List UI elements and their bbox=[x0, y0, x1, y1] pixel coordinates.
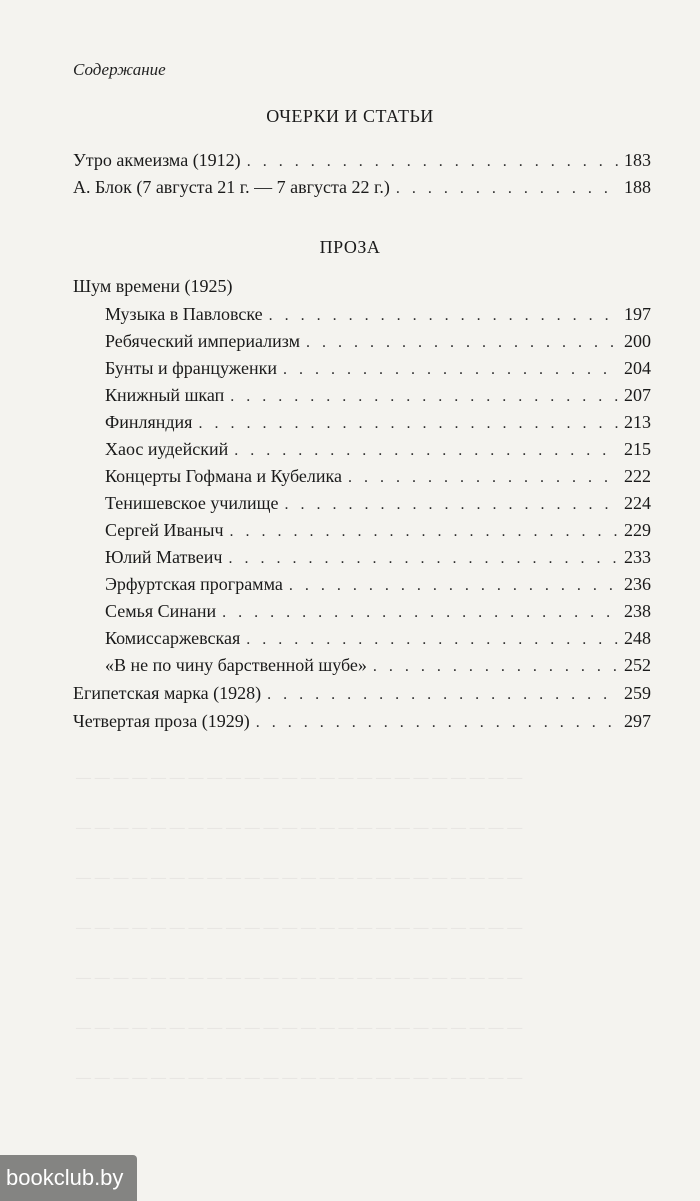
toc-sub-entry[interactable] bbox=[105, 493, 651, 517]
toc-page-number: 238 bbox=[624, 601, 651, 621]
toc-sub-entry[interactable] bbox=[105, 574, 651, 598]
toc-page-number: 233 bbox=[624, 547, 651, 567]
toc-entry[interactable] bbox=[73, 177, 651, 201]
bleed-through-line: — — — — — — — — — — — — — — — — — — — — — — — — bbox=[76, 920, 523, 936]
toc-entry-title: Четвертая проза (1929) bbox=[73, 711, 250, 731]
dot-leader bbox=[230, 388, 618, 406]
toc-entry-title: Египетская марка (1928) bbox=[73, 683, 262, 703]
toc-entry-title: Бунты и француженки bbox=[105, 358, 277, 378]
dot-leader bbox=[256, 714, 618, 732]
toc-sub-entry[interactable] bbox=[105, 385, 651, 409]
toc-entry[interactable] bbox=[73, 683, 651, 707]
toc-entry-title: Сергей Иваныч bbox=[105, 520, 224, 540]
toc-sub-entry[interactable] bbox=[105, 547, 651, 571]
toc-page-number: 204 bbox=[624, 358, 651, 378]
toc-entry-title: А. Блок (7 августа 21 г. — 7 августа 22 г.) bbox=[73, 177, 390, 197]
toc-entry-title: Ребяческий империализм bbox=[105, 331, 301, 351]
toc-entry-title: Эрфуртская программа bbox=[105, 574, 283, 594]
running-head: Содержание bbox=[73, 60, 166, 79]
toc-page-number: 252 bbox=[624, 655, 651, 675]
toc-sub-entry[interactable] bbox=[105, 439, 651, 463]
toc-page-number: 183 bbox=[624, 150, 651, 170]
toc-entry-title: Финляндия bbox=[105, 412, 193, 432]
section-title-prose: ПРОЗА bbox=[319, 237, 381, 257]
toc-entry-title: Утро акмеизма (1912) bbox=[73, 150, 241, 170]
toc-entry-title: Комиссаржевская bbox=[105, 628, 241, 648]
bleed-through-line: — — — — — — — — — — — — — — — — — — — — — — — — bbox=[76, 970, 523, 986]
dot-leader bbox=[283, 361, 618, 379]
dot-leader bbox=[198, 415, 618, 433]
toc-entry-title: Музыка в Павловске bbox=[105, 304, 263, 324]
toc-page-number: 200 bbox=[624, 331, 651, 351]
toc-sub-entry[interactable] bbox=[105, 358, 651, 382]
toc-entry[interactable] bbox=[73, 150, 651, 174]
bleed-through-line: — — — — — — — — — — — — — — — — — — — — — — — — bbox=[76, 870, 523, 886]
dot-leader bbox=[285, 496, 619, 514]
toc-sub-entry[interactable] bbox=[105, 412, 651, 436]
dot-leader bbox=[228, 550, 618, 568]
toc-sub-entry[interactable] bbox=[105, 466, 651, 490]
toc-entry-title: Юлий Матвеич bbox=[105, 547, 223, 567]
toc-entry-title: Семья Синани bbox=[105, 601, 217, 621]
toc-sub-entry[interactable] bbox=[105, 304, 651, 328]
dot-leader bbox=[234, 442, 618, 460]
toc-page-number: 188 bbox=[624, 177, 651, 197]
toc-entry-title: Тенишевское училище bbox=[105, 493, 279, 513]
toc-entry-title: Книжный шкап bbox=[105, 385, 225, 405]
dot-leader bbox=[373, 658, 618, 676]
toc-entry-title: Концерты Гофмана и Кубелика bbox=[105, 466, 342, 486]
toc-page-number: 215 bbox=[624, 439, 651, 459]
dot-leader bbox=[306, 334, 618, 352]
toc-group-heading[interactable]: Шум времени (1925) bbox=[73, 276, 233, 296]
dot-leader bbox=[396, 180, 618, 198]
section-title-essays: ОЧЕРКИ И СТАТЬИ bbox=[266, 106, 434, 126]
dot-leader bbox=[247, 153, 618, 171]
dot-leader bbox=[289, 577, 618, 595]
toc-page-number: 222 bbox=[624, 466, 651, 486]
toc-page-number: 297 bbox=[624, 711, 651, 731]
toc-sub-entry[interactable] bbox=[105, 520, 651, 544]
toc-page-number: 213 bbox=[624, 412, 651, 432]
toc-sub-entry[interactable] bbox=[105, 655, 651, 679]
watermark: bookclub.by bbox=[0, 1155, 137, 1201]
bleed-through-line: — — — — — — — — — — — — — — — — — — — — — — — — bbox=[76, 770, 523, 786]
dot-leader bbox=[222, 604, 618, 622]
toc-page-number: 236 bbox=[624, 574, 651, 594]
toc-page-number: 229 bbox=[624, 520, 651, 540]
dot-leader bbox=[230, 523, 618, 541]
dot-leader bbox=[348, 469, 618, 487]
dot-leader bbox=[269, 307, 618, 325]
toc-page-number: 224 bbox=[624, 493, 651, 513]
toc-page-number: 248 bbox=[624, 628, 651, 648]
dot-leader bbox=[246, 631, 618, 649]
dot-leader bbox=[267, 686, 618, 704]
toc-sub-entry[interactable] bbox=[105, 601, 651, 625]
bleed-through-line: — — — — — — — — — — — — — — — — — — — — — — — — bbox=[76, 1020, 523, 1036]
toc-entry-title: «В не по чину барственной шубе» bbox=[105, 655, 367, 675]
toc-sub-entry[interactable] bbox=[105, 628, 651, 652]
toc-sub-entry[interactable] bbox=[105, 331, 651, 355]
bleed-through-line: — — — — — — — — — — — — — — — — — — — — — — — — bbox=[76, 1070, 523, 1086]
toc-page-number: 207 bbox=[624, 385, 651, 405]
toc-page-number: 197 bbox=[624, 304, 651, 324]
toc-entry-title: Хаос иудейский bbox=[105, 439, 229, 459]
bleed-through-line: — — — — — — — — — — — — — — — — — — — — — — — — bbox=[76, 820, 523, 836]
toc-page-number: 259 bbox=[624, 683, 651, 703]
toc-entry[interactable] bbox=[73, 711, 651, 735]
